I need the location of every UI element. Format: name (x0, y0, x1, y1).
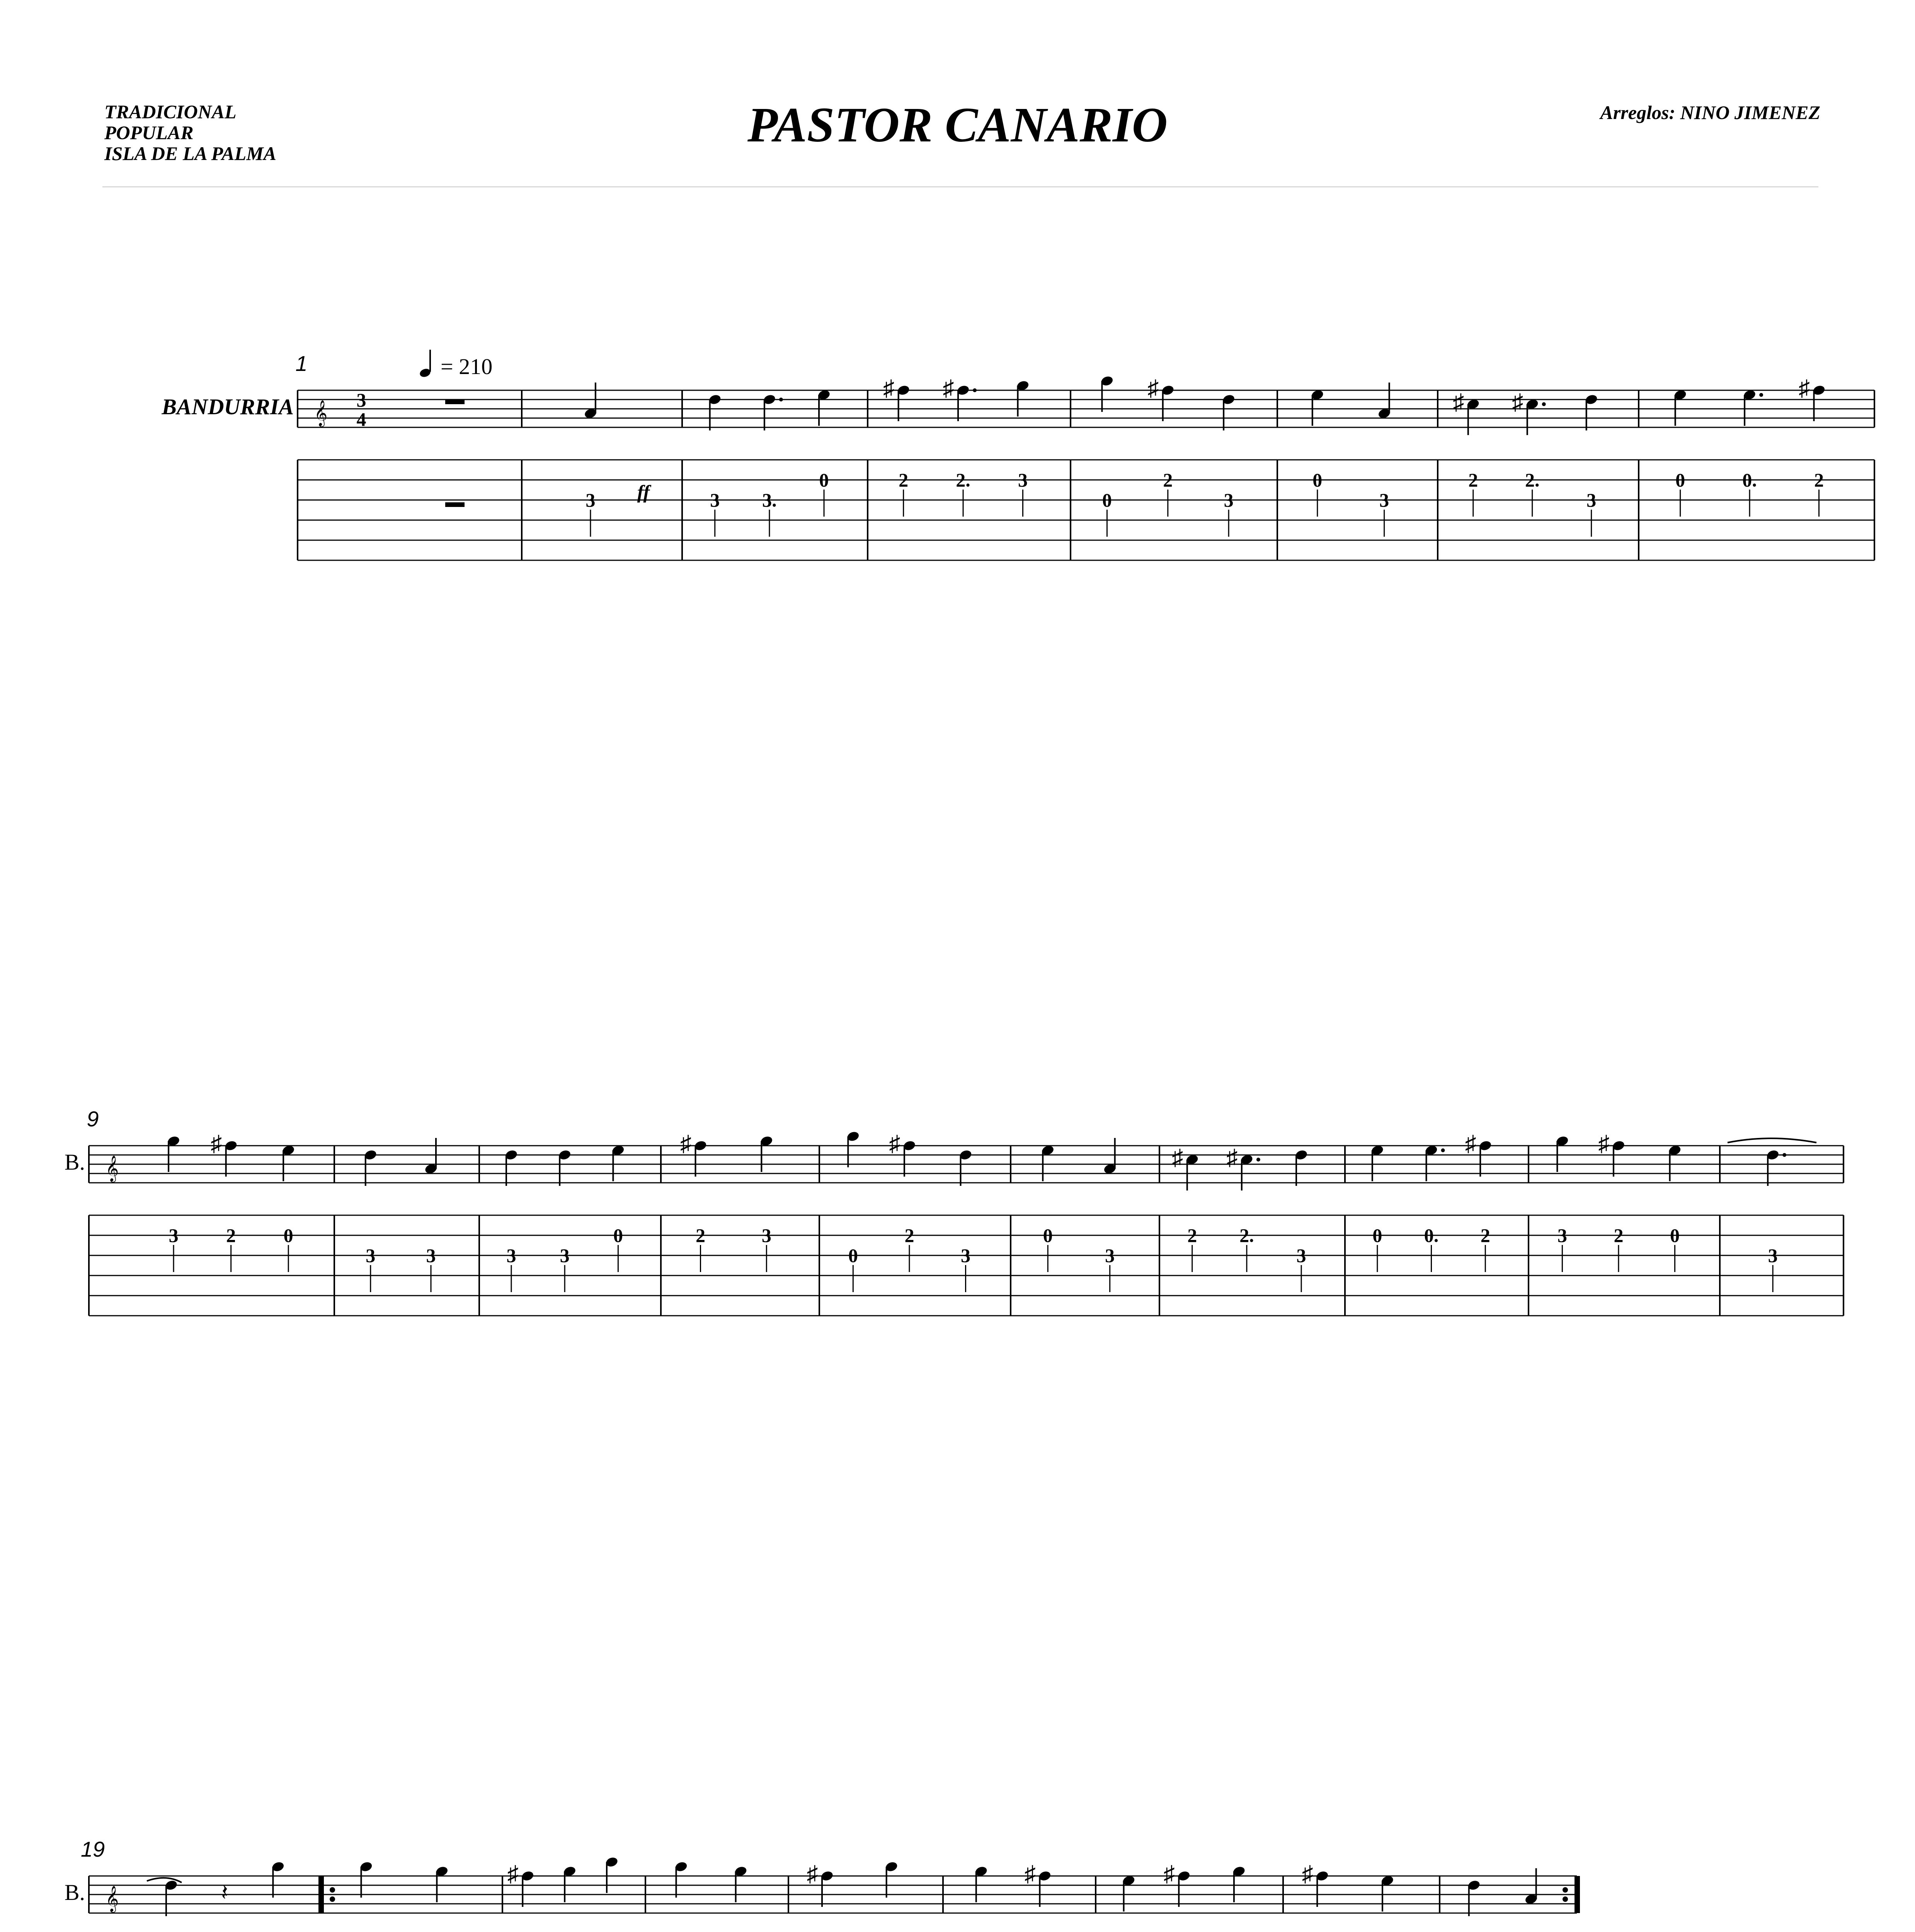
measure-number: 1 (295, 351, 308, 376)
tab-fret-number: 0 (1372, 1225, 1382, 1246)
measure-number: 9 (87, 1107, 99, 1131)
sharp-icon: ♯ (1147, 376, 1159, 401)
sharp-icon: ♯ (1465, 1131, 1476, 1156)
tab-fret-number: 0 (613, 1225, 623, 1246)
tab-fret-number: 0 (1670, 1225, 1680, 1246)
instrument-label: B. (64, 1880, 85, 1905)
tab-fret-number: 3 (1105, 1245, 1115, 1266)
tab-fret-number: 2. (1239, 1225, 1254, 1246)
treble-clef-icon: 𝄞 (105, 1156, 119, 1181)
repeat-dot (1563, 1896, 1568, 1902)
dot (779, 398, 783, 401)
tab-fret-number: 2 (696, 1225, 705, 1246)
tab-fret-number: 3 (1379, 489, 1389, 511)
sharp-icon: ♯ (1163, 1861, 1175, 1886)
tab-fret-number: 3 (560, 1245, 570, 1266)
sharp-icon: ♯ (1226, 1145, 1238, 1170)
dot (1542, 402, 1546, 406)
credit-line: POPULAR (104, 122, 194, 143)
sharp-icon: ♯ (1302, 1861, 1313, 1886)
tab-fret-number: 3 (1224, 489, 1234, 511)
dot (973, 388, 977, 392)
tab-fret-number: 0 (1312, 469, 1323, 491)
tempo-mark: = 210 (441, 354, 493, 379)
tab-fret-number: 2 (1468, 469, 1478, 491)
tab-fret-number: 3 (506, 1245, 516, 1266)
tab-fret-number: 0 (819, 469, 829, 491)
repeat-dot (330, 1896, 335, 1902)
tab-fret-number: 2 (1480, 1225, 1490, 1246)
sharp-icon: ♯ (943, 376, 954, 401)
repeat-bar (318, 1876, 324, 1913)
tab-rest-icon (445, 502, 465, 507)
sharp-icon: ♯ (883, 376, 895, 401)
sharp-icon: ♯ (1598, 1131, 1610, 1156)
sharp-icon: ♯ (1512, 389, 1523, 415)
whole-rest-icon (445, 400, 465, 404)
sharp-icon: ♯ (1798, 376, 1810, 401)
tab-fret-number: 2. (1525, 469, 1540, 491)
tab-fret-number: 2 (1614, 1225, 1624, 1246)
tab-fret-number: 3 (1768, 1245, 1778, 1266)
tab-fret-number: 3 (366, 1245, 376, 1266)
dot (1441, 1148, 1445, 1152)
tab-fret-number: 3 (169, 1225, 179, 1246)
arranger-credit: Arreglos: NINO JIMENEZ (1600, 102, 1820, 123)
repeat-dot (1563, 1887, 1568, 1893)
sharp-icon: ♯ (507, 1861, 519, 1886)
tab-fret-number: 3 (1557, 1225, 1567, 1246)
tab-fret-number: 0 (848, 1245, 858, 1266)
tab-fret-number: 3 (426, 1245, 436, 1266)
page-title: PASTOR CANARIO (747, 97, 1168, 152)
tab-fret-number: 3. (762, 489, 777, 511)
repeat-dot (330, 1887, 335, 1893)
tab-fret-number: 3 (1296, 1245, 1306, 1266)
tab-fret-number: 2 (904, 1225, 914, 1246)
tab-fret-number: 0 (1675, 469, 1685, 491)
tab-fret-number: 3 (1586, 489, 1597, 511)
treble-clef-icon: 𝄞 (314, 400, 328, 425)
sharp-icon: ♯ (1024, 1861, 1036, 1886)
sharp-icon: ♯ (211, 1131, 222, 1156)
tab-fret-number: 3 (761, 1225, 771, 1246)
repeat-bar (1575, 1876, 1580, 1913)
tab-fret-number: 3 (586, 489, 596, 511)
sharp-icon: ♯ (889, 1131, 900, 1156)
sharp-icon: ♯ (1453, 389, 1464, 415)
measure-number: 19 (80, 1837, 105, 1861)
time-signature-numerator: 3 (356, 389, 366, 411)
dot (1782, 1153, 1786, 1157)
tab-fret-number: 3 (710, 489, 720, 511)
treble-clef-icon: 𝄞 (105, 1886, 119, 1911)
tab-fret-number: 2 (1187, 1225, 1197, 1246)
tab-fret-number: 3 (961, 1245, 971, 1266)
tab-fret-number: 2 (226, 1225, 236, 1246)
tab-fret-number: 0 (1102, 489, 1112, 511)
tie (1728, 1138, 1816, 1143)
tab-fret-number: 0 (283, 1225, 293, 1246)
tab-fret-number: 2 (1163, 469, 1173, 491)
tab-fret-number: 3 (1018, 469, 1028, 491)
tab-fret-number: 0. (1742, 469, 1757, 491)
tab-fret-number: 2 (899, 469, 909, 491)
sharp-icon: ♯ (807, 1861, 818, 1886)
tab-fret-number: 2. (956, 469, 970, 491)
tab-fret-number: 0. (1424, 1225, 1439, 1246)
sharp-icon: ♯ (680, 1131, 691, 1156)
sharp-icon: ♯ (1172, 1145, 1183, 1170)
dynamic-mark: ff (637, 481, 650, 503)
instrument-label: B. (64, 1150, 85, 1175)
credit-line: TRADICIONAL (104, 101, 237, 122)
tab-fret-number: 0 (1043, 1225, 1053, 1246)
dot (1759, 393, 1763, 397)
quarter-rest-icon: 𝄽 (221, 1880, 228, 1905)
credit-line: ISLA DE LA PALMA (104, 143, 277, 164)
tie (147, 1878, 182, 1883)
instrument-label: BANDURRIA (162, 394, 294, 419)
tab-fret-number: 2 (1814, 469, 1824, 491)
dot (1256, 1158, 1260, 1162)
time-signature-denominator: 4 (356, 408, 366, 430)
